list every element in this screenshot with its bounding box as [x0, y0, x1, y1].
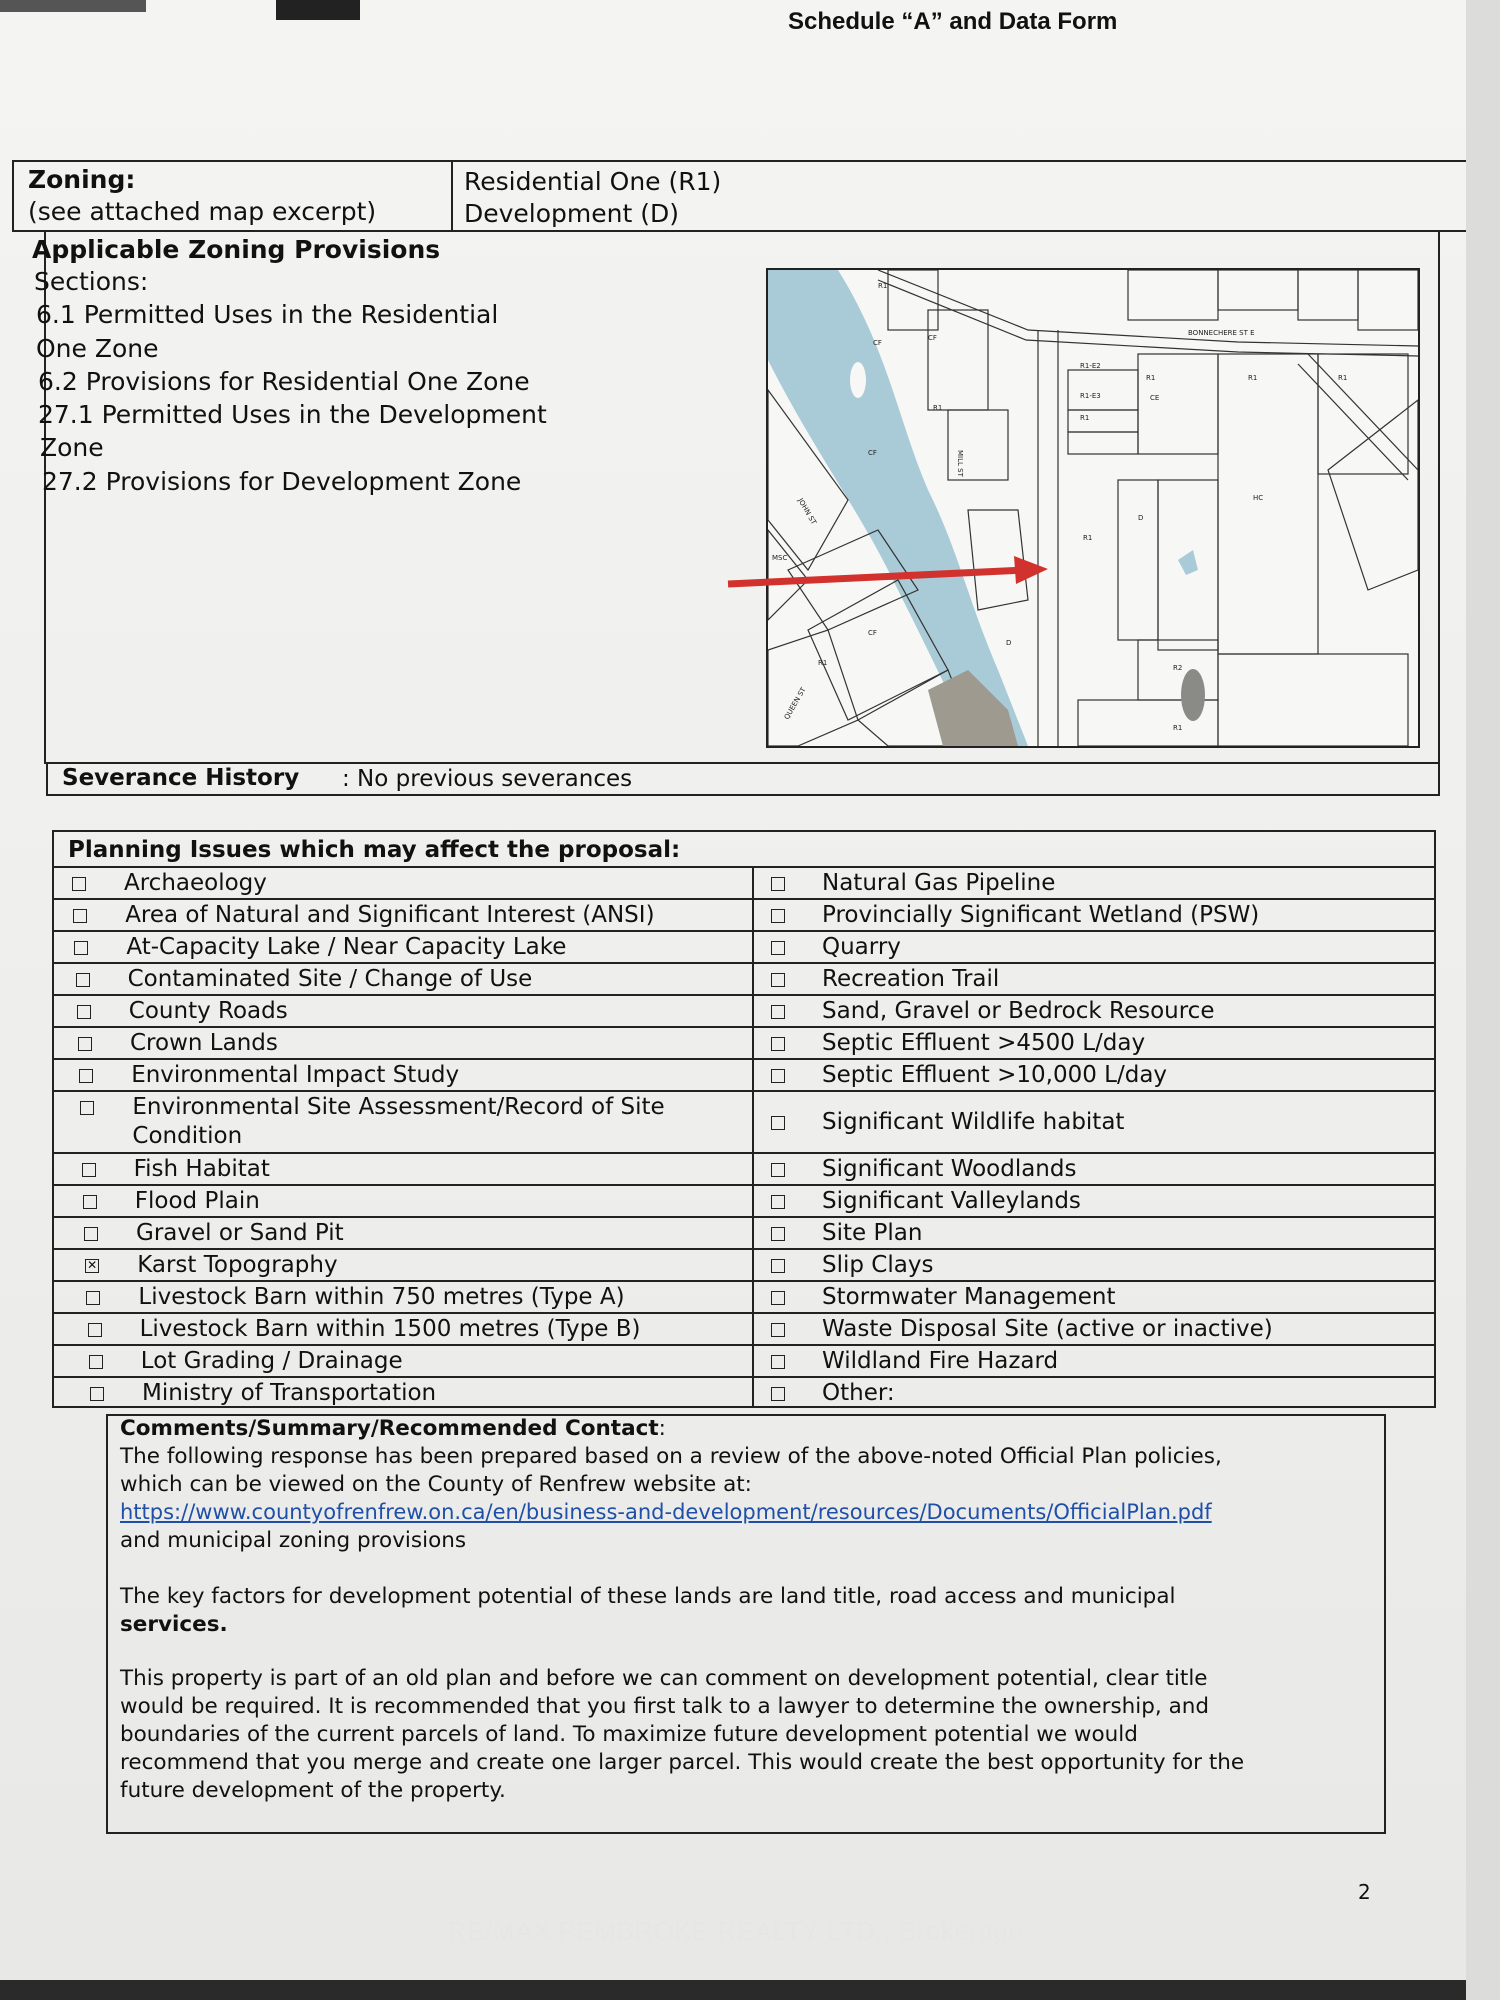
map-label: R1 [1083, 534, 1093, 542]
checkbox[interactable] [88, 1323, 102, 1337]
planning-issue-label: At-Capacity Lake / Near Capacity Lake [126, 934, 567, 960]
severance-history-box [46, 762, 1440, 796]
checkbox[interactable] [74, 941, 88, 955]
planning-issue-label: Septic Effluent >10,000 L/day [822, 1062, 1168, 1088]
checkbox[interactable] [771, 1323, 785, 1337]
comments-text: recommend that you merge and create one larger parcel. This would create the best opportunity for the [120, 1750, 1245, 1775]
planning-issue-label: Karst Topography [137, 1252, 338, 1278]
checkbox[interactable] [771, 1069, 785, 1083]
planning-issue-label: Condition [132, 1123, 243, 1149]
map-label: R1-E3 [1080, 392, 1101, 400]
checkbox[interactable] [771, 1116, 785, 1130]
provision-line: 27.2 Provisions for Development Zone [42, 467, 522, 496]
planning-issue-label: Flood Plain [134, 1188, 260, 1214]
map-label: R1 [1146, 374, 1156, 382]
schedule-title: Schedule “A” and Data Form [788, 8, 1118, 35]
zoning-value-d: Development (D) [464, 199, 680, 228]
checkbox[interactable] [771, 1227, 785, 1241]
planning-row [54, 866, 1434, 898]
checkbox[interactable] [72, 877, 86, 891]
water-patch [1178, 550, 1198, 575]
checkbox[interactable] [771, 973, 785, 987]
checkbox[interactable] [771, 909, 785, 923]
brokerage-watermark: RE/MAX PEMBROKE REALTY LTD., Brokerage [448, 1916, 1024, 1946]
island-shape [850, 362, 866, 398]
planning-row [54, 1216, 1434, 1248]
checkbox[interactable] [771, 1005, 785, 1019]
planning-row [54, 1058, 1434, 1090]
planning-row [54, 930, 1434, 962]
comments-text: and municipal zoning provisions [120, 1528, 467, 1553]
checkbox[interactable] [80, 1101, 94, 1115]
pond-shape [1181, 669, 1205, 721]
arrow-head [1014, 556, 1048, 584]
map-label: CF [868, 449, 877, 457]
map-label: MILL ST [956, 450, 964, 477]
comments-title: Comments/Summary/Recommended Contact [120, 1416, 659, 1441]
comments-text: services. [120, 1612, 228, 1637]
comments-text: boundaries of the current parcels of land. To maximize future development potential we would [120, 1722, 1138, 1747]
planning-issue-label: Environmental Impact Study [131, 1062, 460, 1088]
comments-text: This property is part of an old plan and before we can comment on development potential, clear title [120, 1666, 1208, 1691]
provisions-title: Applicable Zoning Provisions [32, 235, 441, 264]
checkbox[interactable] [78, 1037, 92, 1051]
planning-issue-label: Ministry of Transportation [142, 1380, 437, 1406]
planning-issues-table [52, 830, 1436, 1408]
location-arrow [726, 548, 1056, 592]
zoning-label: Zoning: [28, 165, 136, 194]
planning-issue-label: Contaminated Site / Change of Use [127, 966, 533, 992]
planning-issue-label: Livestock Barn within 1500 metres (Type B) [139, 1316, 641, 1342]
map-label: R1 [818, 659, 828, 667]
planning-issue-label: Waste Disposal Site (active or inactive) [822, 1316, 1273, 1342]
checkbox[interactable] [84, 1227, 98, 1241]
planning-issue-label: Gravel or Sand Pit [136, 1220, 344, 1246]
planning-column-divider [752, 866, 754, 1408]
checkbox[interactable] [83, 1195, 97, 1209]
planning-issue-label: Quarry [822, 934, 901, 960]
comments-text: The following response has been prepared based on a review of the above-noted Official Plan policies, [120, 1444, 1222, 1469]
planning-title: Planning Issues which may affect the proposal: [68, 837, 681, 863]
map-label: D [1138, 514, 1144, 522]
provision-line: 6.1 Permitted Uses in the Residential [36, 300, 499, 329]
planning-issue-label: Significant Wildlife habitat [822, 1109, 1125, 1135]
checkbox[interactable] [771, 1163, 785, 1177]
planning-row [54, 1280, 1434, 1312]
planning-issue-label: County Roads [128, 998, 288, 1024]
checkbox[interactable] [77, 1005, 91, 1019]
map-label: R1 [1173, 724, 1183, 732]
zoning-divider [451, 162, 453, 230]
provision-line: Zone [40, 433, 104, 462]
map-label: CF [928, 334, 937, 342]
logo-mark [276, 0, 360, 20]
map-label: QUEEN ST [782, 686, 808, 721]
checkbox[interactable] [771, 1291, 785, 1305]
map-label: R1-E2 [1080, 362, 1101, 370]
severance-value: : No previous severances [342, 766, 633, 792]
planning-issue-label: Provincially Significant Wetland (PSW) [822, 902, 1260, 928]
planning-issue-label: Stormwater Management [822, 1284, 1116, 1310]
provision-line: Sections: [34, 267, 149, 296]
checkbox[interactable] [771, 1355, 785, 1369]
planning-issue-label: Slip Clays [822, 1252, 934, 1278]
map-label: CF [873, 339, 882, 347]
planning-row [54, 1152, 1434, 1184]
background-page-edge [1466, 0, 1500, 2000]
zoning-map-svg [768, 270, 1418, 746]
map-label: CE [1150, 394, 1160, 402]
map-label: MSC [772, 554, 788, 562]
checkbox[interactable] [76, 973, 90, 987]
checkbox[interactable] [771, 1195, 785, 1209]
planning-row [54, 1376, 1434, 1408]
map-label: JOHN ST [796, 497, 818, 527]
planning-issue-label: Significant Valleylands [822, 1188, 1081, 1214]
zoning-table [12, 160, 1470, 232]
planning-issue-label: Fish Habitat [133, 1156, 270, 1182]
map-label: R1 [1248, 374, 1258, 382]
map-label: CF [868, 629, 877, 637]
comments-title-colon: : [658, 1416, 666, 1441]
planning-issue-label: Livestock Barn within 750 metres (Type A) [138, 1284, 625, 1310]
provision-line: 27.1 Permitted Uses in the Development [38, 400, 547, 429]
planning-issue-label: Recreation Trail [822, 966, 1000, 992]
comments-text: would be required. It is recommended that you first talk to a lawyer to determine the ownership, and [120, 1694, 1210, 1719]
planning-issue-label: Archaeology [124, 870, 267, 896]
official-plan-link[interactable]: https://www.countyofrenfrew.on.ca/en/business-and-development/resources/Documents/OfficialPlan.pdf [120, 1500, 1212, 1524]
page-corner-shadow [0, 0, 146, 12]
checkbox[interactable] [771, 941, 785, 955]
planning-issue-label: Crown Lands [130, 1030, 278, 1056]
map-label: HC [1253, 494, 1264, 502]
checkbox[interactable] [771, 1037, 785, 1051]
planning-issue-label: Significant Woodlands [822, 1156, 1077, 1182]
map-label: R1 [1338, 374, 1348, 382]
map-label: R1 [933, 404, 943, 412]
checkbox[interactable] [771, 1259, 785, 1273]
zoning-map-excerpt [766, 268, 1420, 748]
map-label: D [1006, 639, 1012, 647]
planning-issue-label: Other: [822, 1380, 895, 1406]
checkbox[interactable] [90, 1387, 104, 1401]
arrow-shaft [728, 570, 1026, 584]
checkbox[interactable] [73, 909, 87, 923]
map-label: R1 [1080, 414, 1090, 422]
planning-row [54, 898, 1434, 930]
park-shape [928, 670, 1018, 746]
planning-row [54, 1184, 1434, 1216]
planning-issue-label: Wildland Fire Hazard [822, 1348, 1059, 1374]
planning-issue-label: Environmental Site Assessment/Record of Site [132, 1094, 665, 1120]
planning-row [54, 994, 1434, 1026]
planning-row [54, 1312, 1434, 1344]
comments-text: future development of the property. [120, 1778, 506, 1803]
checkbox[interactable] [79, 1069, 93, 1083]
map-label: R1 [878, 282, 888, 290]
severance-label: Severance History [62, 765, 300, 791]
checkbox-checked[interactable]: ✕ [87, 1258, 98, 1272]
checkbox[interactable] [771, 1387, 785, 1401]
zoning-sublabel: (see attached map excerpt) [28, 197, 377, 226]
checkbox[interactable] [771, 877, 785, 891]
provision-line: One Zone [36, 334, 159, 363]
planning-issue-label: Area of Natural and Significant Interest (ANSI) [125, 902, 655, 928]
planning-row [54, 1026, 1434, 1058]
checkbox[interactable] [82, 1163, 96, 1177]
planning-row [54, 962, 1434, 994]
planning-row [54, 1248, 1434, 1280]
comments-heading [120, 1416, 666, 1441]
map-label: BONNECHERE ST E [1188, 329, 1255, 337]
comments-box [106, 1414, 1386, 1834]
zoning-value-r1: Residential One (R1) [464, 167, 722, 196]
planning-issue-label: Septic Effluent >4500 L/day [822, 1030, 1146, 1056]
planning-issue-label: Natural Gas Pipeline [822, 870, 1056, 896]
checkbox[interactable] [86, 1291, 100, 1305]
map-label: R2 [1173, 664, 1183, 672]
planning-row [54, 1090, 1434, 1152]
comments-text: The key factors for development potential of these lands are land title, road access and municipal [120, 1584, 1176, 1609]
comments-text: which can be viewed on the County of Renfrew website at: [120, 1472, 752, 1497]
planning-issue-label: Sand, Gravel or Bedrock Resource [822, 998, 1215, 1024]
planning-issue-label: Lot Grading / Drainage [140, 1348, 403, 1374]
provision-line: 6.2 Provisions for Residential One Zone [38, 367, 530, 396]
planning-row [54, 1344, 1434, 1376]
page-number: 2 [1358, 1880, 1371, 1904]
checkbox[interactable] [89, 1355, 103, 1369]
planning-issue-label: Site Plan [822, 1220, 923, 1246]
